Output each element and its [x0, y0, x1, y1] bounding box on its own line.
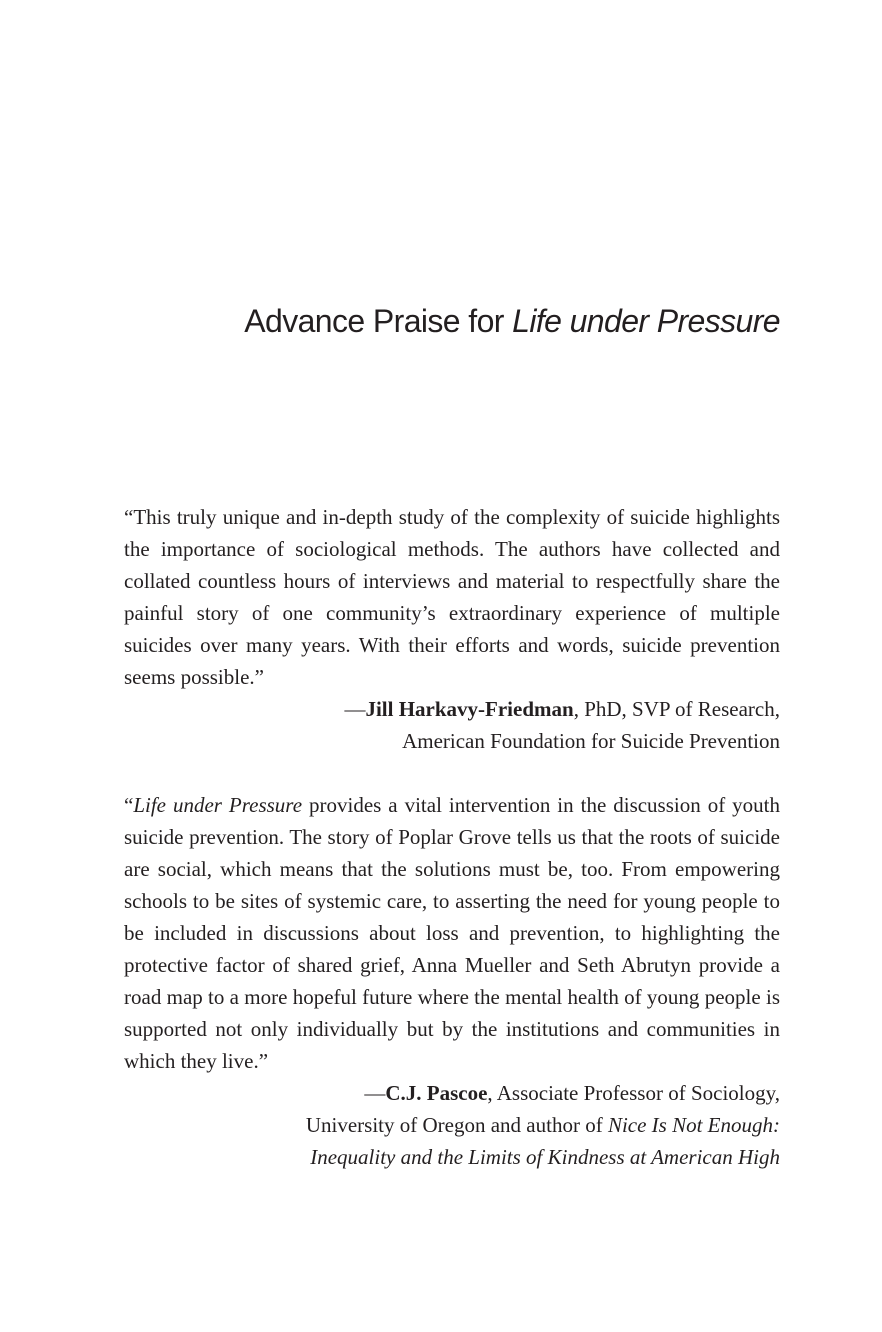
reviewer-credentials: , PhD, SVP of Research,: [573, 697, 780, 721]
praise-quote: [124, 501, 780, 757]
reviewer-name: Jill Harkavy-Friedman: [365, 697, 574, 721]
quote-text: [124, 789, 780, 1077]
open-quote-mark: “: [124, 793, 134, 817]
page-heading: [120, 299, 780, 343]
quote-book-title: Life under Pressure: [133, 793, 303, 817]
reviewer-credentials: , Associate Professor of Sociology,: [487, 1081, 780, 1105]
reviewer-name: C.J. Pascoe: [385, 1081, 488, 1105]
attribution-dash: —: [344, 697, 366, 721]
reviewer-book-title-line1: Nice Is Not Enough:: [607, 1113, 780, 1137]
quote-body: provides a vital intervention in the discussion of youth suicide prevention. The story of Poplar Grove tells us that the roots of suicide are social, which means that the solutions must be, too. From empowering schools to be sites of systemic care, to asserting the need for young people to be included in discussions about loss and prevention, to highlighting the protective factor of shared grief, Anna Mueller and Seth Abrutyn provide a road map to a more hopeful future where the mental health of young people is supported not only individually but by the institutions and communities in which they live.”: [124, 793, 780, 1073]
quote-text: “This truly unique and in-depth study of the complexity of suicide highlights the importance of sociological methods. The authors have collected and collated countless hours of interviews and material to respectfully share the painful story of one community’s extraordinary experience of multiple suicides over many years. With their efforts and words, suicide prevention seems possible.”: [124, 505, 780, 689]
praise-quote: [124, 789, 780, 1173]
quote-attribution: [124, 1077, 780, 1173]
heading-prefix: Advance Praise for: [244, 303, 513, 339]
reviewer-book-title-line2: Inequality and the Limits of Kindness at American High: [310, 1145, 780, 1169]
reviewer-affiliation: University of Oregon and author of: [305, 1113, 608, 1137]
quote-attribution: [124, 693, 780, 757]
attribution-dash: —: [364, 1081, 386, 1105]
heading-book-title: Life under Pressure: [512, 303, 780, 339]
reviewer-affiliation: American Foundation for Suicide Prevention: [402, 729, 780, 753]
